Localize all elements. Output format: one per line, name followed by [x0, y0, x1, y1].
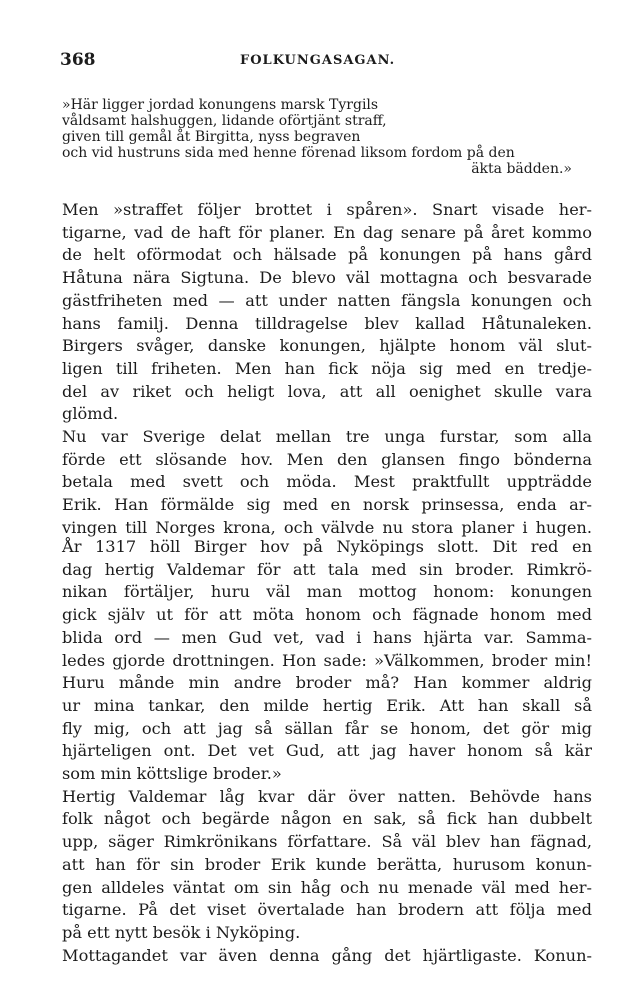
- text-line: ledes gjorde drottningen. Hon sade: »Välkommen, broder min!: [62, 650, 592, 670]
- body-section-1: [62, 199, 592, 540]
- text-line: hjärteligen ont. Det vet Gud, att jag haver honom så kär: [62, 741, 592, 761]
- text-line: ur mina tankar, den milde hertig Erik. Att han skall så: [62, 695, 592, 715]
- text-line: betala med svett och möda. Mest praktfullt uppträdde: [62, 472, 592, 492]
- text-line: glömd.: [62, 404, 119, 424]
- text-line: del av riket och heligt lova, att all oenighet skulle vara: [62, 381, 592, 401]
- verse-line: våldsamt halshuggen, lidande oförtjänt straff,: [62, 113, 387, 129]
- text-line: förde ett slösande hov. Men den glansen fingo bönderna: [62, 449, 592, 469]
- text-line: Hertig Valdemar låg kvar där över natten. Behövde hans: [62, 786, 592, 806]
- text-line: att han för sin broder Erik kunde berätta, hurusom konun-: [62, 854, 592, 874]
- text-line: ligen till friheten. Men han fick nöja sig med en tredje-: [62, 358, 592, 378]
- text-line: hans familj. Denna tilldragelse blev kallad Håtunaleken.: [62, 313, 592, 333]
- text-line: gick själv ut för att möta honom och fägnade honom med: [62, 605, 592, 625]
- text-line: Håtuna nära Sigtuna. De blevo väl mottagna och besvarade: [62, 268, 592, 288]
- text-line: vingen till Norges krona, och välvde nu stora planer i hugen.: [62, 517, 592, 537]
- text-line: gen alldeles väntat om sin håg och nu menade väl med her-: [62, 877, 592, 897]
- text-line: Men »straffet följer brottet i spåren». Snart visade her-: [62, 200, 592, 219]
- verse-line: »Här ligger jordad konungens marsk Tyrgils: [62, 97, 379, 113]
- running-title: FOLKUNGASAGAN.: [240, 53, 396, 68]
- text-line: upp, säger Rimkrönikans författare. Så väl blev han fägnad,: [62, 832, 592, 852]
- text-line: tigarne. På det viset övertalade han brodern att följa med: [62, 900, 592, 920]
- body-section-2: [62, 536, 592, 967]
- page-header: [60, 50, 590, 74]
- verse-line: äkta bädden.»: [471, 161, 572, 177]
- epitaph-verse: [62, 97, 592, 177]
- text-line: på ett nytt besök i Nyköping.: [62, 922, 301, 942]
- text-line: som min köttslige broder.»: [62, 764, 282, 784]
- text-line: de helt oförmodat och hälsade på konungen på hans gård: [62, 245, 592, 265]
- text-line: Huru månde min andre broder må? Han kommer aldrig: [62, 673, 592, 693]
- text-line: tigarne, vad de haft för planer. En dag senare på året kommo: [62, 222, 592, 242]
- text-line: dag hertig Valdemar för att tala med sin broder. Rimkrö-: [62, 559, 592, 579]
- text-line: fly mig, och att jag så sällan får se honom, det gör mig: [62, 718, 592, 738]
- verse-line: given till gemål åt Birgitta, nyss begraven: [62, 129, 361, 145]
- text-line: Erik. Han förmälde sig med en norsk prinsessa, enda ar-: [62, 495, 592, 515]
- text-line: År 1317 höll Birger hov på Nyköpings slott. Dit red en: [62, 537, 592, 556]
- verse-line: och vid hustruns sida med henne förenad liksom fordom på den: [62, 145, 515, 161]
- text-line: Nu var Sverige delat mellan tre unga furstar, som alla: [62, 427, 592, 447]
- text-line: Mottagandet var även denna gång det hjärtligaste. Konun-: [62, 945, 592, 965]
- text-line: gästfriheten med — att under natten fängsla konungen och: [62, 290, 592, 310]
- text-line: nikan förtäljer, huru väl man mottog honom: konungen: [62, 582, 592, 602]
- text-line: blida ord — men Gud vet, vad i hans hjärta var. Samma-: [62, 627, 592, 647]
- text-line: folk något och begärde någon en sak, så fick han dubbelt: [62, 809, 592, 829]
- text-line: Birgers svåger, danske konungen, hjälpte honom väl slut-: [62, 336, 592, 356]
- page-number: 368: [60, 50, 96, 70]
